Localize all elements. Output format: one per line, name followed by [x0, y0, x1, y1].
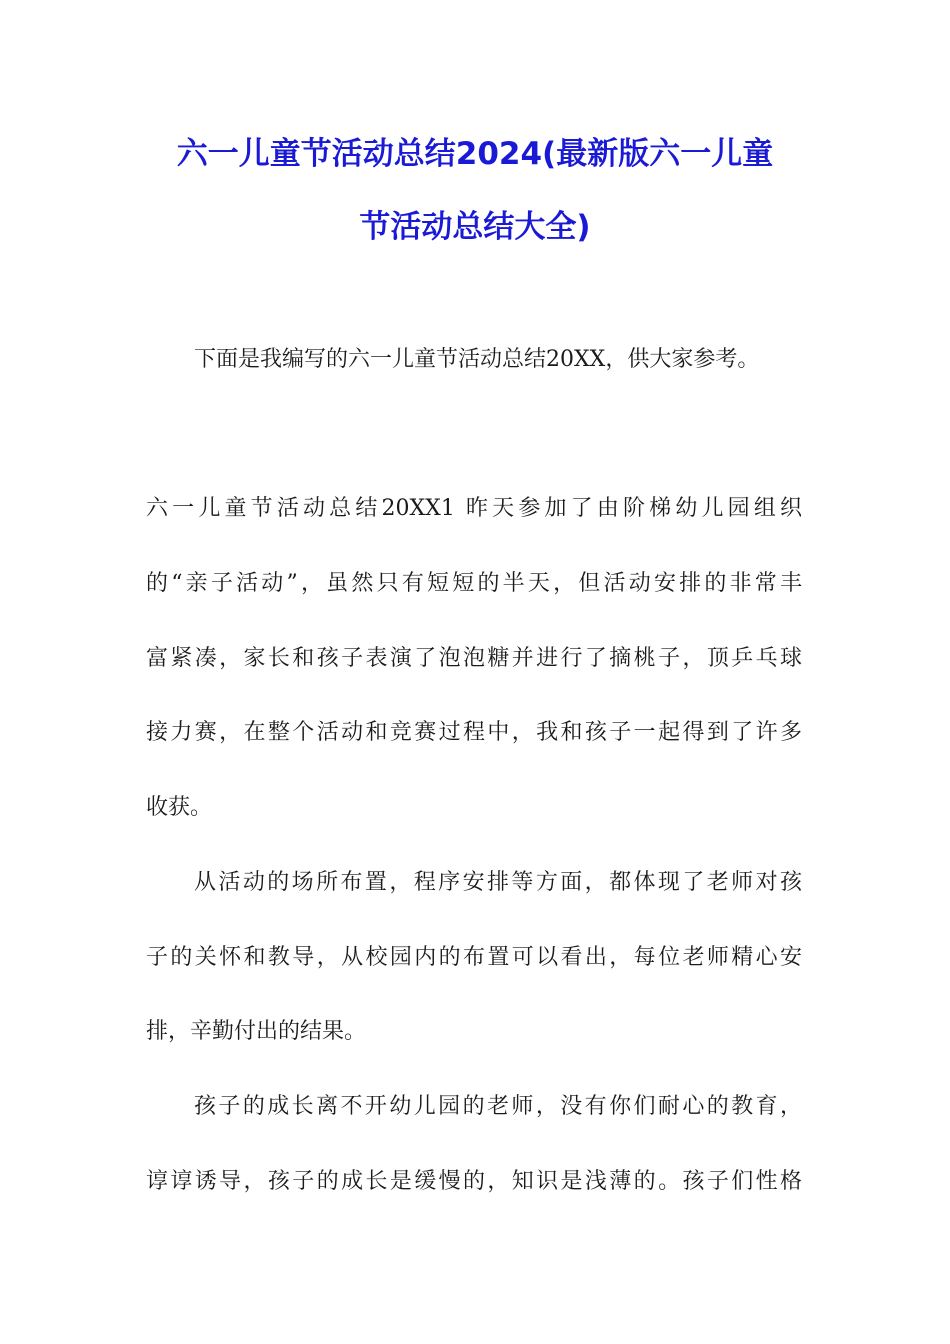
body-line-4: 接力赛，在整个活动和竞赛过程中，我和孩子一起得到了许多	[146, 720, 802, 745]
body-line-9: 孩子的成长离不开幼儿园的老师，没有你们耐心的教育，	[194, 1094, 802, 1119]
body-line-3: 富紧凑，家长和孩子表演了泡泡糖并进行了摘桃子，顶乒乓球	[146, 646, 802, 671]
intro-paragraph: 下面是我编写的六一儿童节活动总结20XX，供大家参考。	[194, 347, 760, 372]
body-line-6: 从活动的场所布置，程序安排等方面，都体现了老师对孩	[194, 870, 802, 895]
body-line-1: 六一儿童节活动总结20XX1 昨天参加了由阶梯幼儿园组织	[146, 496, 802, 521]
body-line-7: 子的关怀和教导，从校园内的布置可以看出，每位老师精心安	[146, 945, 802, 970]
body-line-10: 谆谆诱导，孩子的成长是缓慢的，知识是浅薄的。孩子们性格	[146, 1169, 802, 1194]
body-line-8: 排，辛勤付出的结果。	[146, 1019, 367, 1044]
document-title-line-2: 节活动总结大全)	[359, 209, 591, 245]
body-line-2: 的“亲子活动”，虽然只有短短的半天，但活动安排的非常丰	[146, 571, 802, 596]
document-title-line-1: 六一儿童节活动总结2024(最新版六一儿童	[176, 136, 774, 172]
body-line-5: 收获。	[146, 795, 213, 820]
